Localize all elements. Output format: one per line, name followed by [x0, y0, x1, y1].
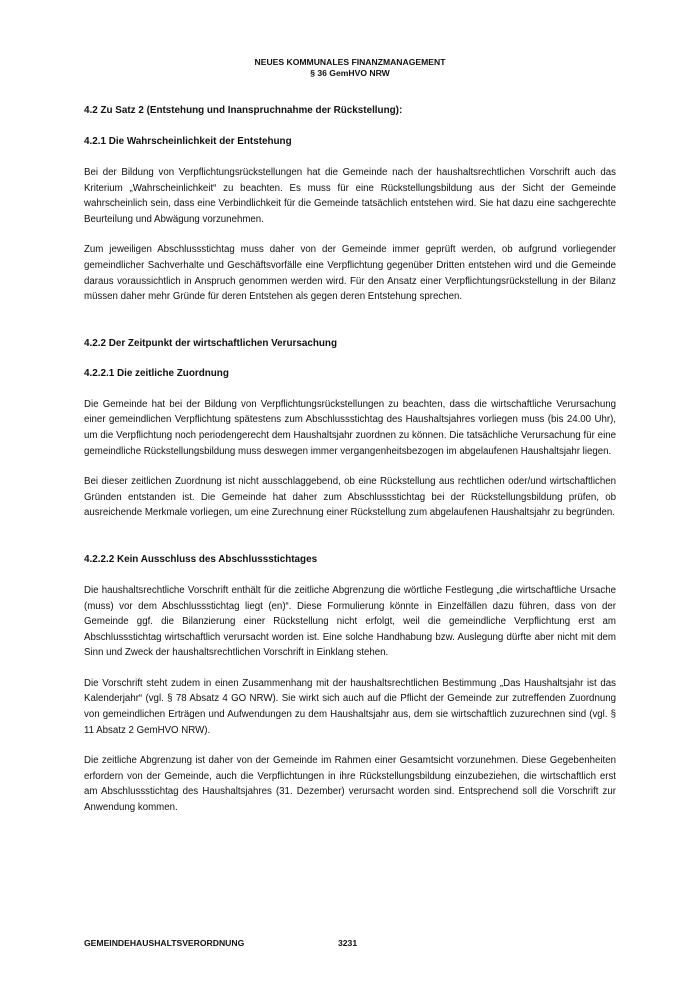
page-number: 3231	[338, 938, 358, 948]
heading-4-2-2-1: 4.2.2.1 Die zeitliche Zuordnung	[84, 367, 229, 379]
heading-4-2: 4.2 Zu Satz 2 (Entstehung und Inanspruchnahme der Rückstellung):	[84, 105, 403, 116]
page-header	[0, 57, 700, 79]
heading-4-2-2: 4.2.2 Der Zeitpunkt der wirtschaftlichen Verursachung	[84, 337, 337, 349]
paragraph-4-2-2-2-a: Die haushaltsrechtliche Vorschrift enthält für die zeitliche Abgrenzung die wörtliche Festlegung „die wirtschaftliche Ursache (muss) vor dem Abschlussstichtag liegt (en)“. Diese Formulierung könnte in Einzelfällen dazu führen, dass von der Gemeinde ggf. die Bilanzierung einer Rückstellung nicht erfolgt, weil die gemeindliche Verpflichtung erst am Abschlussstichtag wirtschaftlich verursacht worden ist. Eine solche Handhabung bzw. Auslegung dürfte aber nicht mit dem Sinn und Zweck der haushaltsrechtlichen Vorschrift in Einklang stehen.	[84, 584, 616, 659]
paragraph-4-2-2-1-b: Bei dieser zeitlichen Zuordnung ist nicht ausschlaggebend, ob eine Rückstellung aus rechtlichen oder/und wirtschaftlichen Gründen entstanden ist. Die Gemeinde hat daher zum Abschlussstichtag bei der Rückstellungsbildung prüfen, ob ausreichende Merkmale vorliegen, um eine Zurechnung einer Rückstellung zum abgelaufenen Haushaltsjahr zu begründen.	[84, 476, 616, 519]
document-body	[84, 103, 616, 816]
heading-4-2-1: 4.2.1 Die Wahrscheinlichkeit der Entstehung	[84, 136, 292, 147]
paragraph-4-2-1-b: Zum jeweiligen Abschlussstichtag muss daher von der Gemeinde immer geprüft werden, ob aufgrund vorliegender gemeindlicher Sachverhalte und Geschäftsvorfälle eine Verpflichtung gegenüber Dritten entstehen wird und die Gemeinde daraus voraussichtlich in Anspruch genommen werden wird. Für den Ansatz einer Verpflichtungsrückstellung in der Bilanz müssen daher mehr Gründe für deren Entstehen als gegen deren Entstehung sprechen.	[84, 244, 616, 303]
header-title: NEUES KOMMUNALES FINANZMANAGEMENT	[254, 57, 446, 67]
heading-4-2-2-2: 4.2.2.2 Kein Ausschluss des Abschlussstichtages	[84, 553, 318, 565]
paragraph-4-2-2-1-a: Die Gemeinde hat bei der Bildung von Verpflichtungsrückstellungen zu beachten, dass die wirtschaftliche Verursachung einer gemeindlichen Verpflichtung spätestens zum Abschlussstichtag des Haushaltsjahres vorliegen muss (bis 24.00 Uhr), um die Verpflichtung noch periodengerecht dem Haushaltsjahr zuordnen zu können. Die tatsächliche Verursachung für eine gemeindliche Rückstellungsbildung muss deswegen immer vergangenheitsbezogen im abgelaufenen Haushaltsjahr liegen.	[84, 398, 616, 457]
paragraph-4-2-1-a: Bei der Bildung von Verpflichtungsrückstellungen hat die Gemeinde nach der haushaltsrechtlichen Vorschrift auch das Kriterium „Wahrscheinlichkeit“ zu beachten. Es muss für eine Rückstellungsbildung aus der Sicht der Gemeinde wahrscheinlich sein, dass eine Verbindlichkeit für die Gemeinde tatsächlich entstehen wird. Sie hat dazu eine sachgerechte Beurteilung und Abwägung vorzunehmen.	[84, 167, 616, 225]
header-subtitle: § 36 GemHVO NRW	[310, 68, 390, 78]
footer-title: GEMEINDEHAUSHALTSVERORDNUNG	[84, 938, 245, 948]
paragraph-4-2-2-2-c: Die zeitliche Abgrenzung ist daher von der Gemeinde im Rahmen einer Gesamtsicht vorzunehmen. Diese Gegebenheiten erfordern von der Gemeinde, auch die Verpflichtungen in ihre Rückstellungsbildung einzubeziehen, die wirtschaftlich erst am Abschlussstichtag des Haushaltsjahres (31. Dezember) verursacht worden sind. Entsprechend soll die Vorschrift zur Anwendung kommen.	[84, 755, 616, 814]
paragraph-4-2-2-2-b: Die Vorschrift steht zudem in einen Zusammenhang mit der haushaltsrechtlichen Bestimmung „Das Haushaltsjahr ist das Kalenderjahr“ (vgl. § 78 Absatz 4 GO NRW). Sie wirkt sich auch auf die Pflicht der Gemeinde zur zutreffenden Zuordnung von gemeindlichen Erträgen und Aufwendungen zu dem Haushaltsjahr aus, dem sie wirtschaftlich zuzurechnen sind (vgl. § 11 Absatz 2 GemHVO NRW).	[84, 677, 616, 736]
